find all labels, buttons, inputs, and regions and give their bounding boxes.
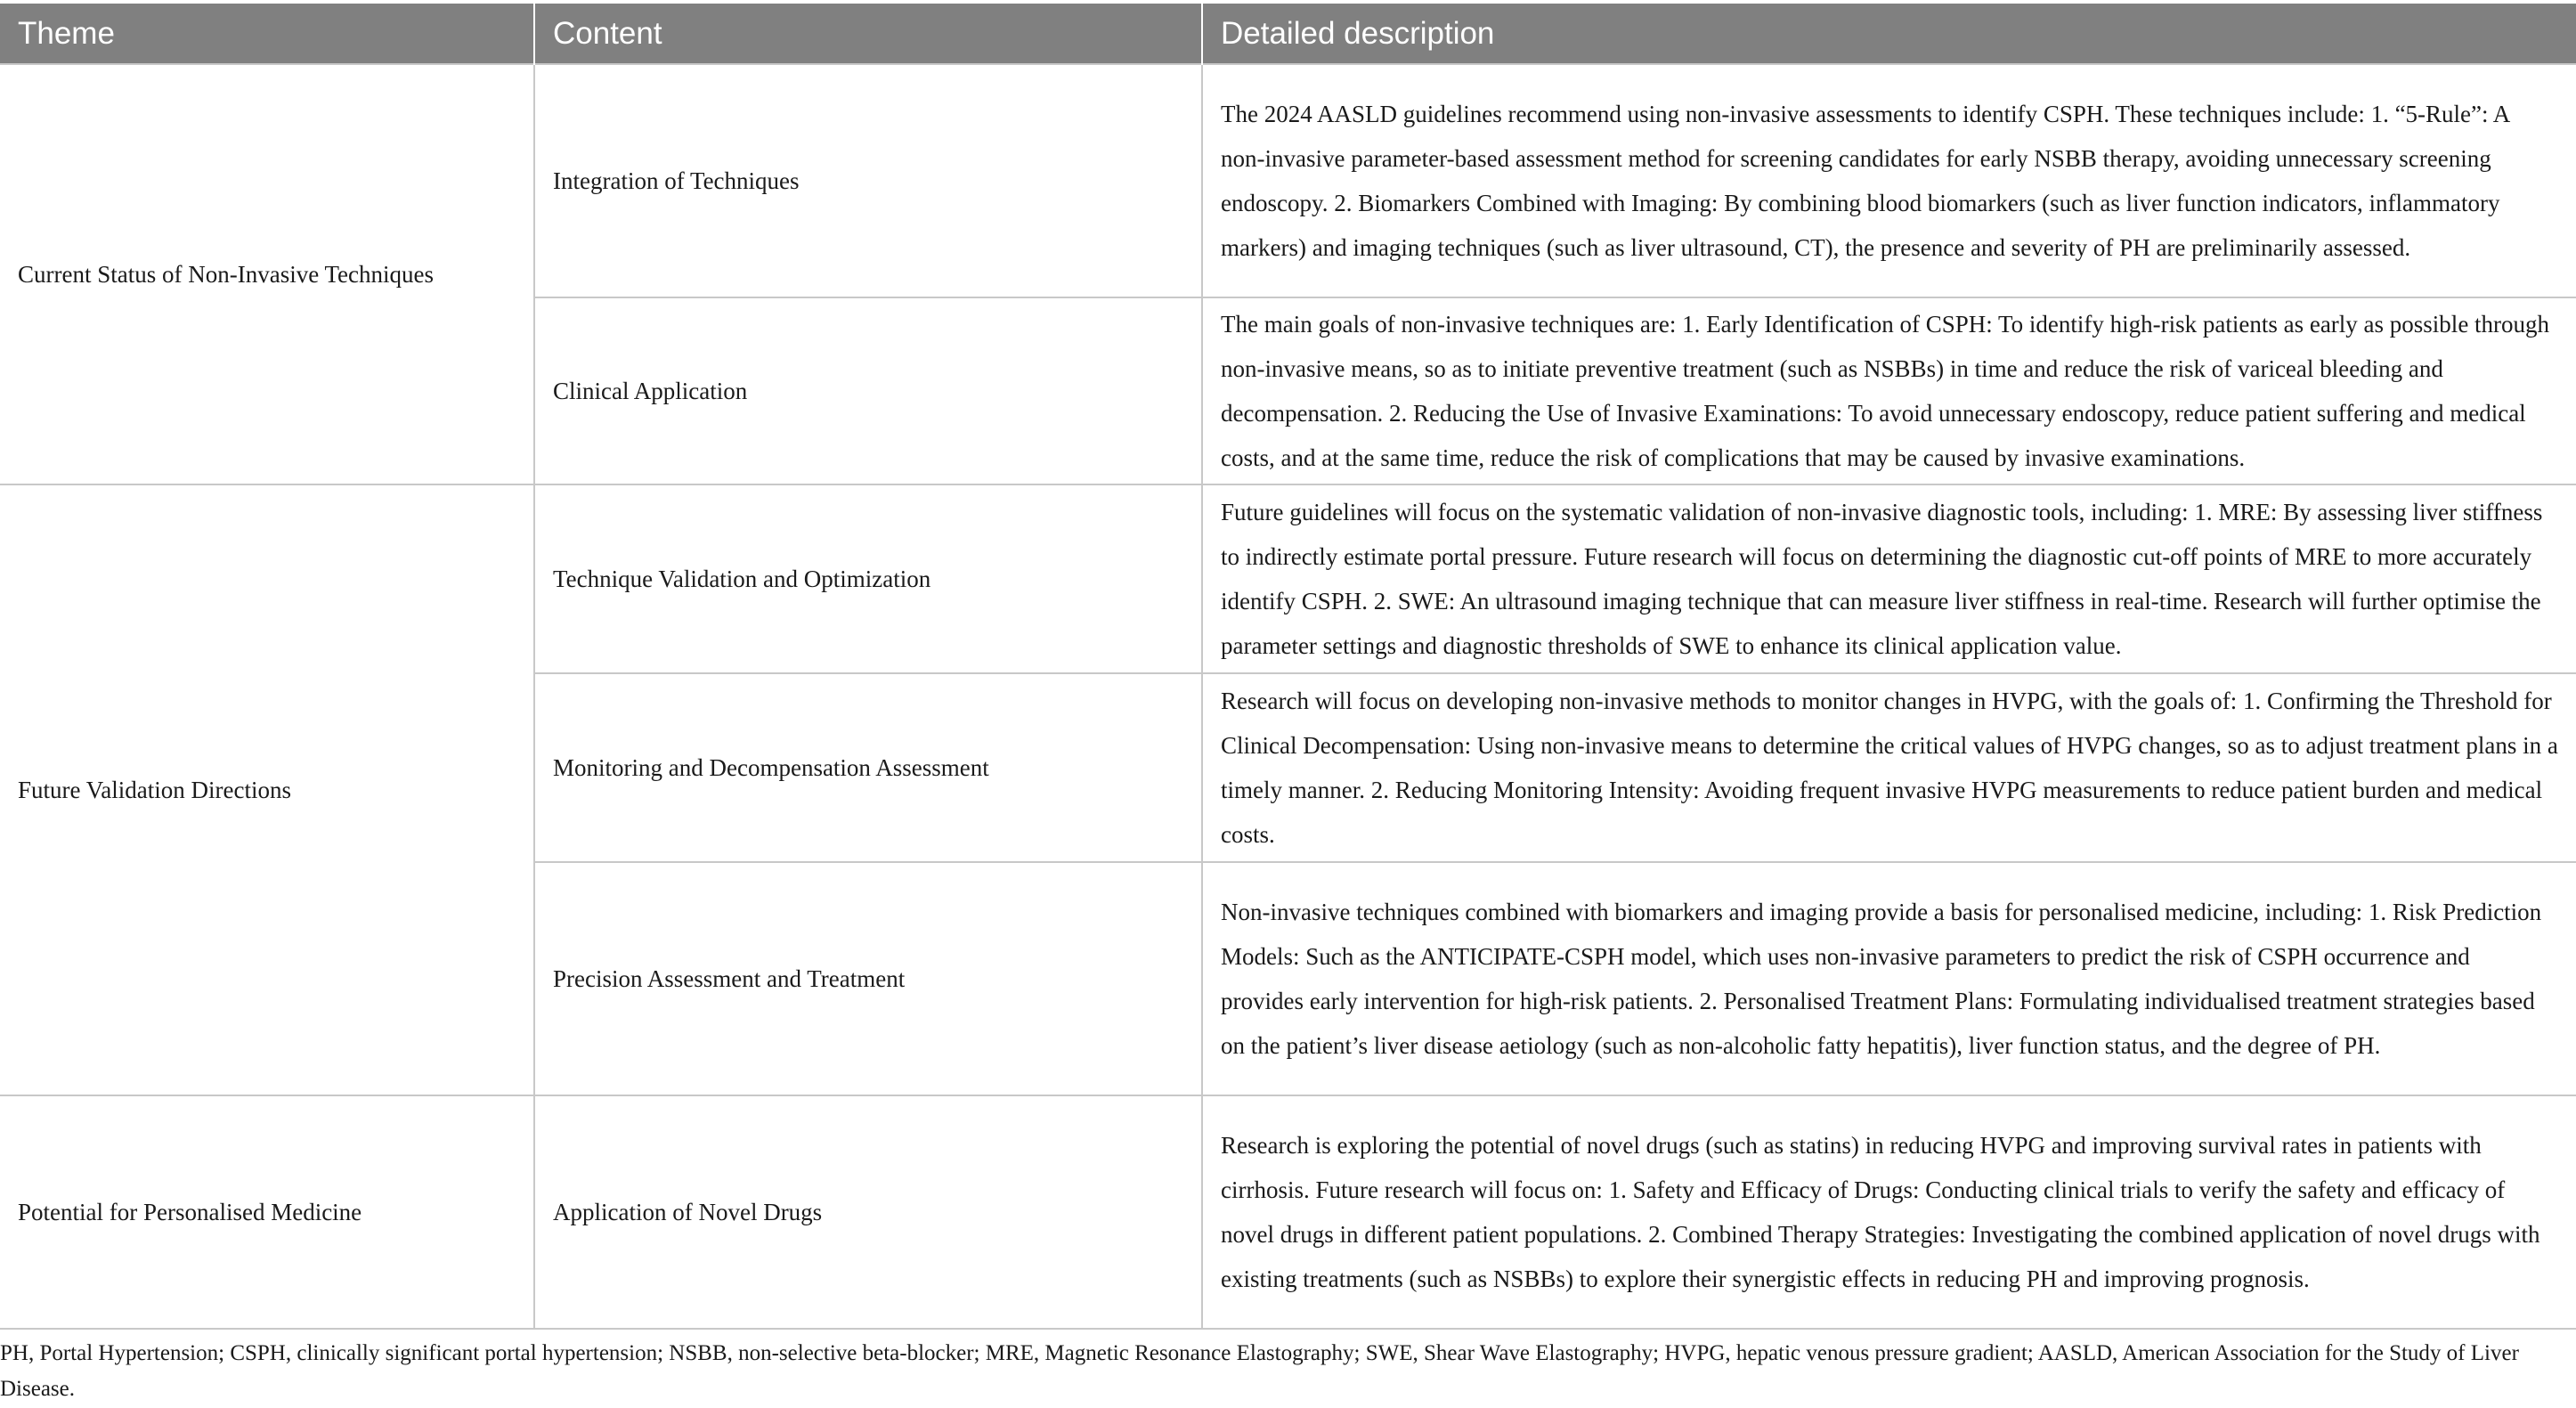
header-description: Detailed description xyxy=(1202,4,2576,64)
description-cell: Future guidelines will focus on the systematic validation of non-invasive diagnostic tools, including: 1. MRE: By assessing liver stiffness to indirectly estimate portal pressure. Future research will focus on determining the diagnostic cut-off points of MRE to more accurately identify CSPH. 2. SWE: An ultrasound imaging technique that can measure liver stiffness in real-time. Research will further optimise the parameter settings and diagnostic thresholds of SWE to enhance its clinical application value. xyxy=(1202,484,2576,673)
content-cell: Application of Novel Drugs xyxy=(534,1095,1202,1329)
guidelines-table xyxy=(0,4,2576,1330)
theme-cell: Future Validation Directions xyxy=(0,484,534,1095)
theme-cell: Current Status of Non-Invasive Techniques xyxy=(0,64,534,484)
content-cell: Integration of Techniques xyxy=(534,64,1202,297)
header-theme: Theme xyxy=(0,4,534,64)
description-cell: Research will focus on developing non-invasive methods to monitor changes in HVPG, with the goals of: 1. Confirming the Threshold for Clinical Decompensation: Using non-invasive means to determine the critical values of HVPG changes, so as to adjust treatment plans in a timely manner. 2. Reducing Monitoring Intensity: Avoiding frequent invasive HVPG measurements to reduce patient burden and medical costs. xyxy=(1202,673,2576,862)
table-footnote: PH, Portal Hypertension; CSPH, clinically significant portal hypertension; NSBB, non-selective beta-blocker; MRE, Magnetic Resonance Elastography; SWE, Shear Wave Elastography; HVPG, hepatic venous pressure gradient; AASLD, American Association for the Study of Liver Disease. xyxy=(0,1341,2519,1401)
description-cell: The 2024 AASLD guidelines recommend using non-invasive assessments to identify CSPH. These techniques include: 1. “5-Rule”: A non-invasive parameter-based assessment method for screening candidates for early NSBB therapy, avoiding unnecessary screening endoscopy. 2. Biomarkers Combined with Imaging: By combining blood biomarkers (such as liver function indicators, inflammatory markers) and imaging techniques (such as liver ultrasound, CT), the presence and severity of PH are preliminarily assessed. xyxy=(1202,64,2576,297)
content-cell: Clinical Application xyxy=(534,297,1202,484)
table-row xyxy=(0,484,2576,673)
table-row xyxy=(0,1095,2576,1329)
description-cell: Research is exploring the potential of novel drugs (such as statins) in reducing HVPG and improving survival rates in patients with cirrhosis. Future research will focus on: 1. Safety and Efficacy of Drugs: Conducting clinical trials to verify the safety and efficacy of novel drugs in different patient populations. 2. Combined Therapy Strategies: Investigating the combined application of novel drugs with existing treatments (such as NSBBs) to explore their synergistic effects in reducing PH and improving prognosis. xyxy=(1202,1095,2576,1329)
content-cell: Monitoring and Decompensation Assessment xyxy=(534,673,1202,862)
description-cell: Non-invasive techniques combined with biomarkers and imaging provide a basis for personalised medicine, including: 1. Risk Prediction Models: Such as the ANTICIPATE-CSPH model, which uses non-invasive parameters to predict the risk of CSPH occurrence and provides early intervention for high-risk patients. 2. Personalised Treatment Plans: Formulating individualised treatment strategies based on the patient’s liver disease aetiology (such as non-alcoholic fatty hepatitis), liver function status, and the degree of PH. xyxy=(1202,862,2576,1095)
table-row xyxy=(0,64,2576,297)
theme-cell: Potential for Personalised Medicine xyxy=(0,1095,534,1329)
description-cell: The main goals of non-invasive techniques are: 1. Early Identification of CSPH: To identify high-risk patients as early as possible through non-invasive means, so as to initiate preventive treatment (such as NSBBs) in time and reduce the risk of variceal bleeding and decompensation. 2. Reducing the Use of Invasive Examinations: To avoid unnecessary endoscopy, reduce patient suffering and medical costs, and at the same time, reduce the risk of complications that may be caused by invasive examinations. xyxy=(1202,297,2576,484)
header-content: Content xyxy=(534,4,1202,64)
content-cell: Precision Assessment and Treatment xyxy=(534,862,1202,1095)
header-row xyxy=(0,4,2576,64)
content-cell: Technique Validation and Optimization xyxy=(534,484,1202,673)
